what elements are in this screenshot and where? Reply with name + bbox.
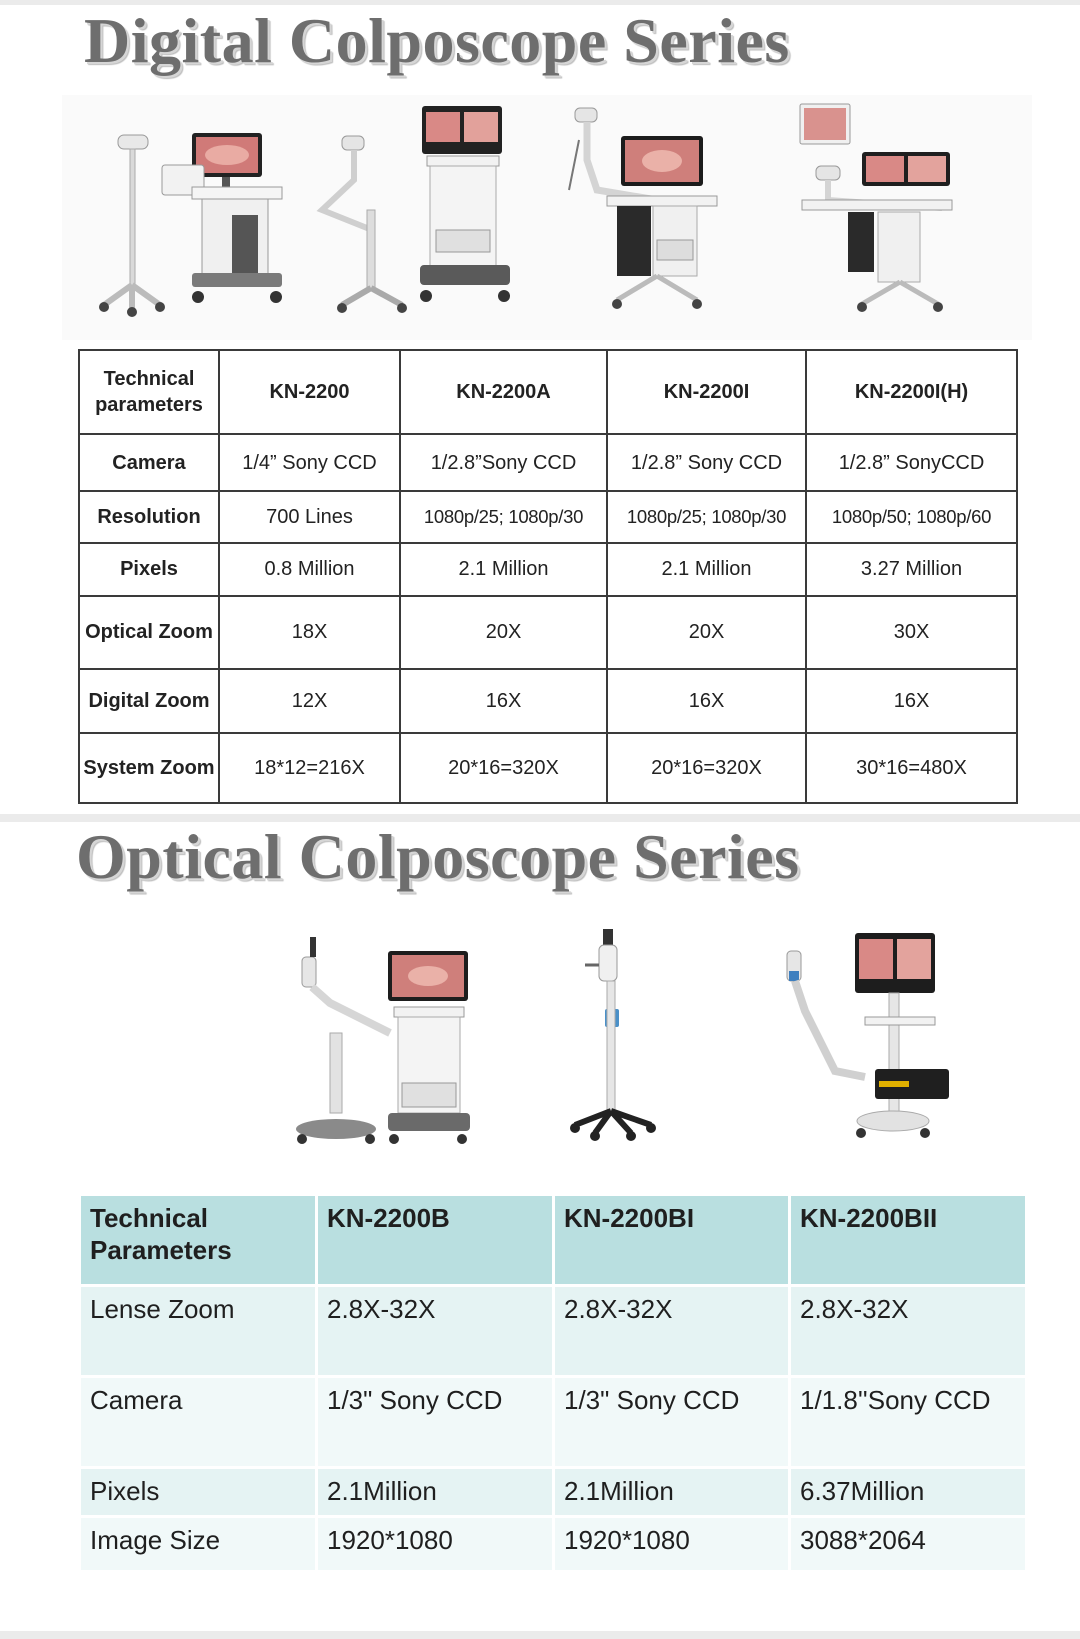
digital-colposcope-trolley-icon [82, 105, 302, 330]
row-label: Digital Zoom [79, 669, 219, 733]
row-label: Resolution [79, 491, 219, 543]
model-header: KN-2200I(H) [806, 350, 1017, 434]
table-row [79, 491, 1017, 543]
table-row [81, 1378, 1025, 1466]
optical-colposcope-stand-icon [565, 925, 675, 1155]
table-header-row [81, 1196, 1025, 1284]
digital-series-title: Digital Colposcope Series [84, 5, 790, 76]
table-cell: 1/2.8” SonyCCD [806, 434, 1017, 491]
table-cell: 700 Lines [219, 491, 400, 543]
row-label: Lense Zoom [81, 1287, 315, 1375]
optical-colposcope-workstation-icon [290, 933, 480, 1158]
table-cell: 3.27 Million [806, 543, 1017, 595]
digital-colposcope-dual-monitor-icon [792, 100, 1022, 330]
table-cell: 20*16=320X [400, 733, 607, 803]
table-row [81, 1469, 1025, 1515]
bottom-divider [0, 1631, 1080, 1639]
table-cell: 30*16=480X [806, 733, 1017, 803]
row-label: Optical Zoom [79, 596, 219, 669]
model-header: KN-2200A [400, 350, 607, 434]
table-cell: 2.1 Million [400, 543, 607, 595]
table-cell: 3088*2064 [791, 1518, 1025, 1570]
model-header: KN-2200BII [791, 1196, 1025, 1284]
model-header: KN-2200 [219, 350, 400, 434]
row-label: System Zoom [79, 733, 219, 803]
optical-spec-table [78, 1193, 1028, 1573]
row-label: Image Size [81, 1518, 315, 1570]
table-cell: 18X [219, 596, 400, 669]
table-cell: 1/2.8” Sony CCD [607, 434, 806, 491]
table-cell: 1080p/25; 1080p/30 [607, 491, 806, 543]
table-cell: 2.1Million [318, 1469, 552, 1515]
table-row [79, 733, 1017, 803]
table-cell: 20X [607, 596, 806, 669]
table-cell: 1/4” Sony CCD [219, 434, 400, 491]
table-cell: 20X [400, 596, 607, 669]
table-cell: 2.1 Million [607, 543, 806, 595]
model-header: KN-2200I [607, 350, 806, 434]
table-cell: 16X [607, 669, 806, 733]
row-label: Pixels [81, 1469, 315, 1515]
table-row [79, 669, 1017, 733]
table-cell: 1/2.8”Sony CCD [400, 434, 607, 491]
digital-spec-table [78, 349, 1018, 804]
table-header-row [79, 350, 1017, 434]
table-cell: 18*12=216X [219, 733, 400, 803]
table-cell: 1/3" Sony CCD [318, 1378, 552, 1466]
optical-series-title: Optical Colposcope Series [76, 821, 800, 892]
table-cell: 2.8X-32X [318, 1287, 552, 1375]
table-cell: 6.37Million [791, 1469, 1025, 1515]
optical-colposcope-printer-cart-icon [775, 931, 975, 1156]
table-cell: 1080p/50; 1080p/60 [806, 491, 1017, 543]
table-cell: 1920*1080 [318, 1518, 552, 1570]
table-row [81, 1518, 1025, 1570]
header-label: Technical parameters [79, 350, 219, 434]
header-label: Technical Parameters [81, 1196, 315, 1284]
table-cell: 2.8X-32X [555, 1287, 788, 1375]
table-cell: 1080p/25; 1080p/30 [400, 491, 607, 543]
table-cell: 30X [806, 596, 1017, 669]
model-header: KN-2200B [318, 1196, 552, 1284]
table-row [79, 543, 1017, 595]
optical-product-photos [285, 925, 985, 1165]
model-header: KN-2200BI [555, 1196, 788, 1284]
table-cell: 16X [806, 669, 1017, 733]
table-row [81, 1287, 1025, 1375]
table-cell: 0.8 Million [219, 543, 400, 595]
table-cell: 1/1.8''Sony CCD [791, 1378, 1025, 1466]
row-label: Pixels [79, 543, 219, 595]
table-row [79, 434, 1017, 491]
table-cell: 16X [400, 669, 607, 733]
digital-colposcope-workstation-icon [557, 100, 757, 330]
table-row [79, 596, 1017, 669]
table-cell: 12X [219, 669, 400, 733]
table-cell: 2.1Million [555, 1469, 788, 1515]
table-cell: 1/3" Sony CCD [555, 1378, 788, 1466]
table-cell: 20*16=320X [607, 733, 806, 803]
row-label: Camera [81, 1378, 315, 1466]
digital-product-photos [62, 95, 1032, 340]
table-cell: 1920*1080 [555, 1518, 788, 1570]
table-cell: 2.8X-32X [791, 1287, 1025, 1375]
digital-colposcope-arm-icon [312, 100, 522, 330]
row-label: Camera [79, 434, 219, 491]
